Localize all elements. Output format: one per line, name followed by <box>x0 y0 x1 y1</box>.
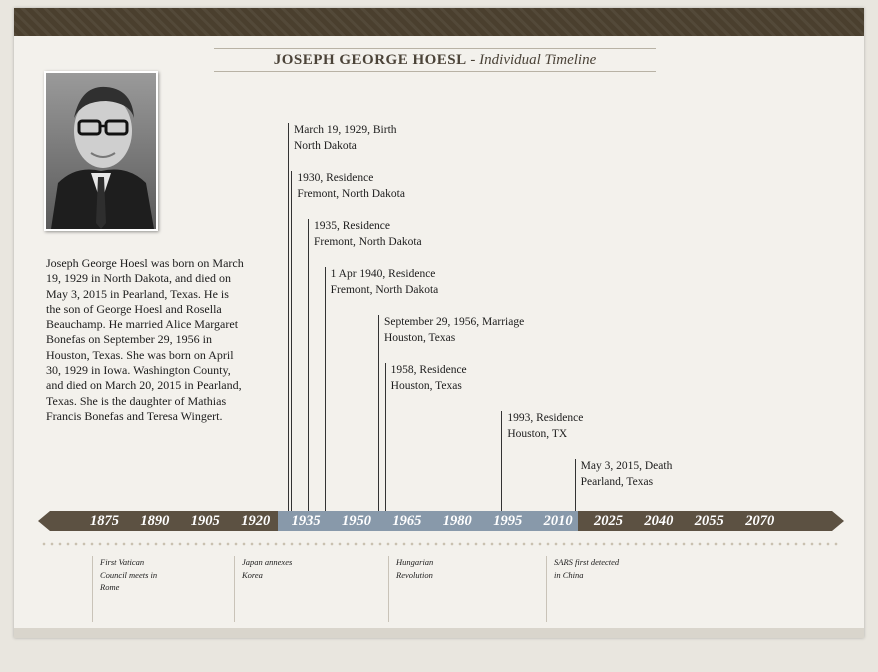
event-date: 1993, Residence <box>507 412 584 424</box>
footer-band <box>14 628 864 638</box>
world-event <box>234 556 292 622</box>
title-separator: - <box>466 52 480 68</box>
event-date: 1930, Residence <box>297 172 374 184</box>
event-place: Houston, Texas <box>384 331 456 344</box>
axis-year-label: 2025 <box>594 513 623 529</box>
life-event <box>575 459 673 511</box>
event-place: Fremont, North Dakota <box>330 283 439 296</box>
event-place: Houston, Texas <box>390 379 462 392</box>
world-event-line: in China <box>554 569 584 580</box>
axis-year-label: 2055 <box>694 513 724 529</box>
axis-year-label: 1890 <box>140 513 170 529</box>
event-place: Fremont, North Dakota <box>297 187 405 200</box>
world-event-line: Rome <box>100 582 120 592</box>
axis-year-label: 1920 <box>241 513 271 529</box>
event-place: Houston, TX <box>507 427 568 440</box>
world-event-line: Japan annexes <box>242 557 293 567</box>
world-event-line: SARS first detected <box>554 557 620 567</box>
event-date: 1935, Residence <box>314 220 391 232</box>
event-date: 1 Apr 1940, Residence <box>330 268 436 280</box>
life-event <box>501 411 583 511</box>
event-date: May 3, 2015, Death <box>580 460 673 472</box>
axis-year-label: 1875 <box>90 513 119 529</box>
axis-year-label: 1965 <box>392 513 422 529</box>
ornamental-divider <box>40 540 838 548</box>
event-date: September 29, 1956, Marriage <box>384 316 525 328</box>
event-place: Pearland, Texas <box>580 475 654 488</box>
world-event <box>92 556 157 622</box>
timeline-page <box>14 8 864 638</box>
event-date: 1958, Residence <box>390 364 467 376</box>
life-event <box>385 363 467 511</box>
world-event-line: Council meets in <box>100 569 158 580</box>
axis-year-label: 1905 <box>190 513 220 529</box>
event-place: Fremont, North Dakota <box>314 235 422 248</box>
world-event-line: Revolution <box>396 569 433 580</box>
world-event-line: Korea <box>242 569 263 580</box>
biography-text: Joseph George Hoesl was born on March 19, 1929 in North Dakota, and died on May 3, 2015 in Pearland, Texas. He is the son of George Hoesl and Rosella Beauchamp. He married Alice Margaret Bonefas on September 29, 1956 in Houston, Texas. She was born on April 30, 1929 in Iowa. Washington County, and died on March 20, 2015 in Pearland, Texas. She is the daughter of Mathias Francis Bonefas and Teresa Wingert. <box>46 256 244 423</box>
title-subtitle: Individual Timeline <box>479 52 597 68</box>
axis-year-label: 2040 <box>644 513 674 529</box>
header-band <box>14 8 864 36</box>
lifespan-highlight <box>278 511 578 531</box>
person-name: JOSEPH GEORGE HOESL <box>273 52 467 68</box>
axis-year-label: 1995 <box>493 513 523 529</box>
event-date: March 19, 1929, Birth <box>294 124 397 136</box>
axis-year-label: 1935 <box>291 513 321 529</box>
world-event <box>546 556 619 622</box>
page-title <box>214 48 656 72</box>
axis-year-label: 1950 <box>342 513 371 529</box>
portrait-photo <box>44 71 158 231</box>
world-event-line: Hungarian <box>396 557 434 567</box>
axis-year-label: 2070 <box>745 513 775 529</box>
axis-year-label: 2010 <box>543 513 573 529</box>
portrait-image <box>46 73 156 229</box>
world-event <box>388 556 433 622</box>
event-place: North Dakota <box>294 139 357 152</box>
world-event-line: First Vatican <box>100 557 145 567</box>
axis-year-label: 1980 <box>442 513 472 529</box>
